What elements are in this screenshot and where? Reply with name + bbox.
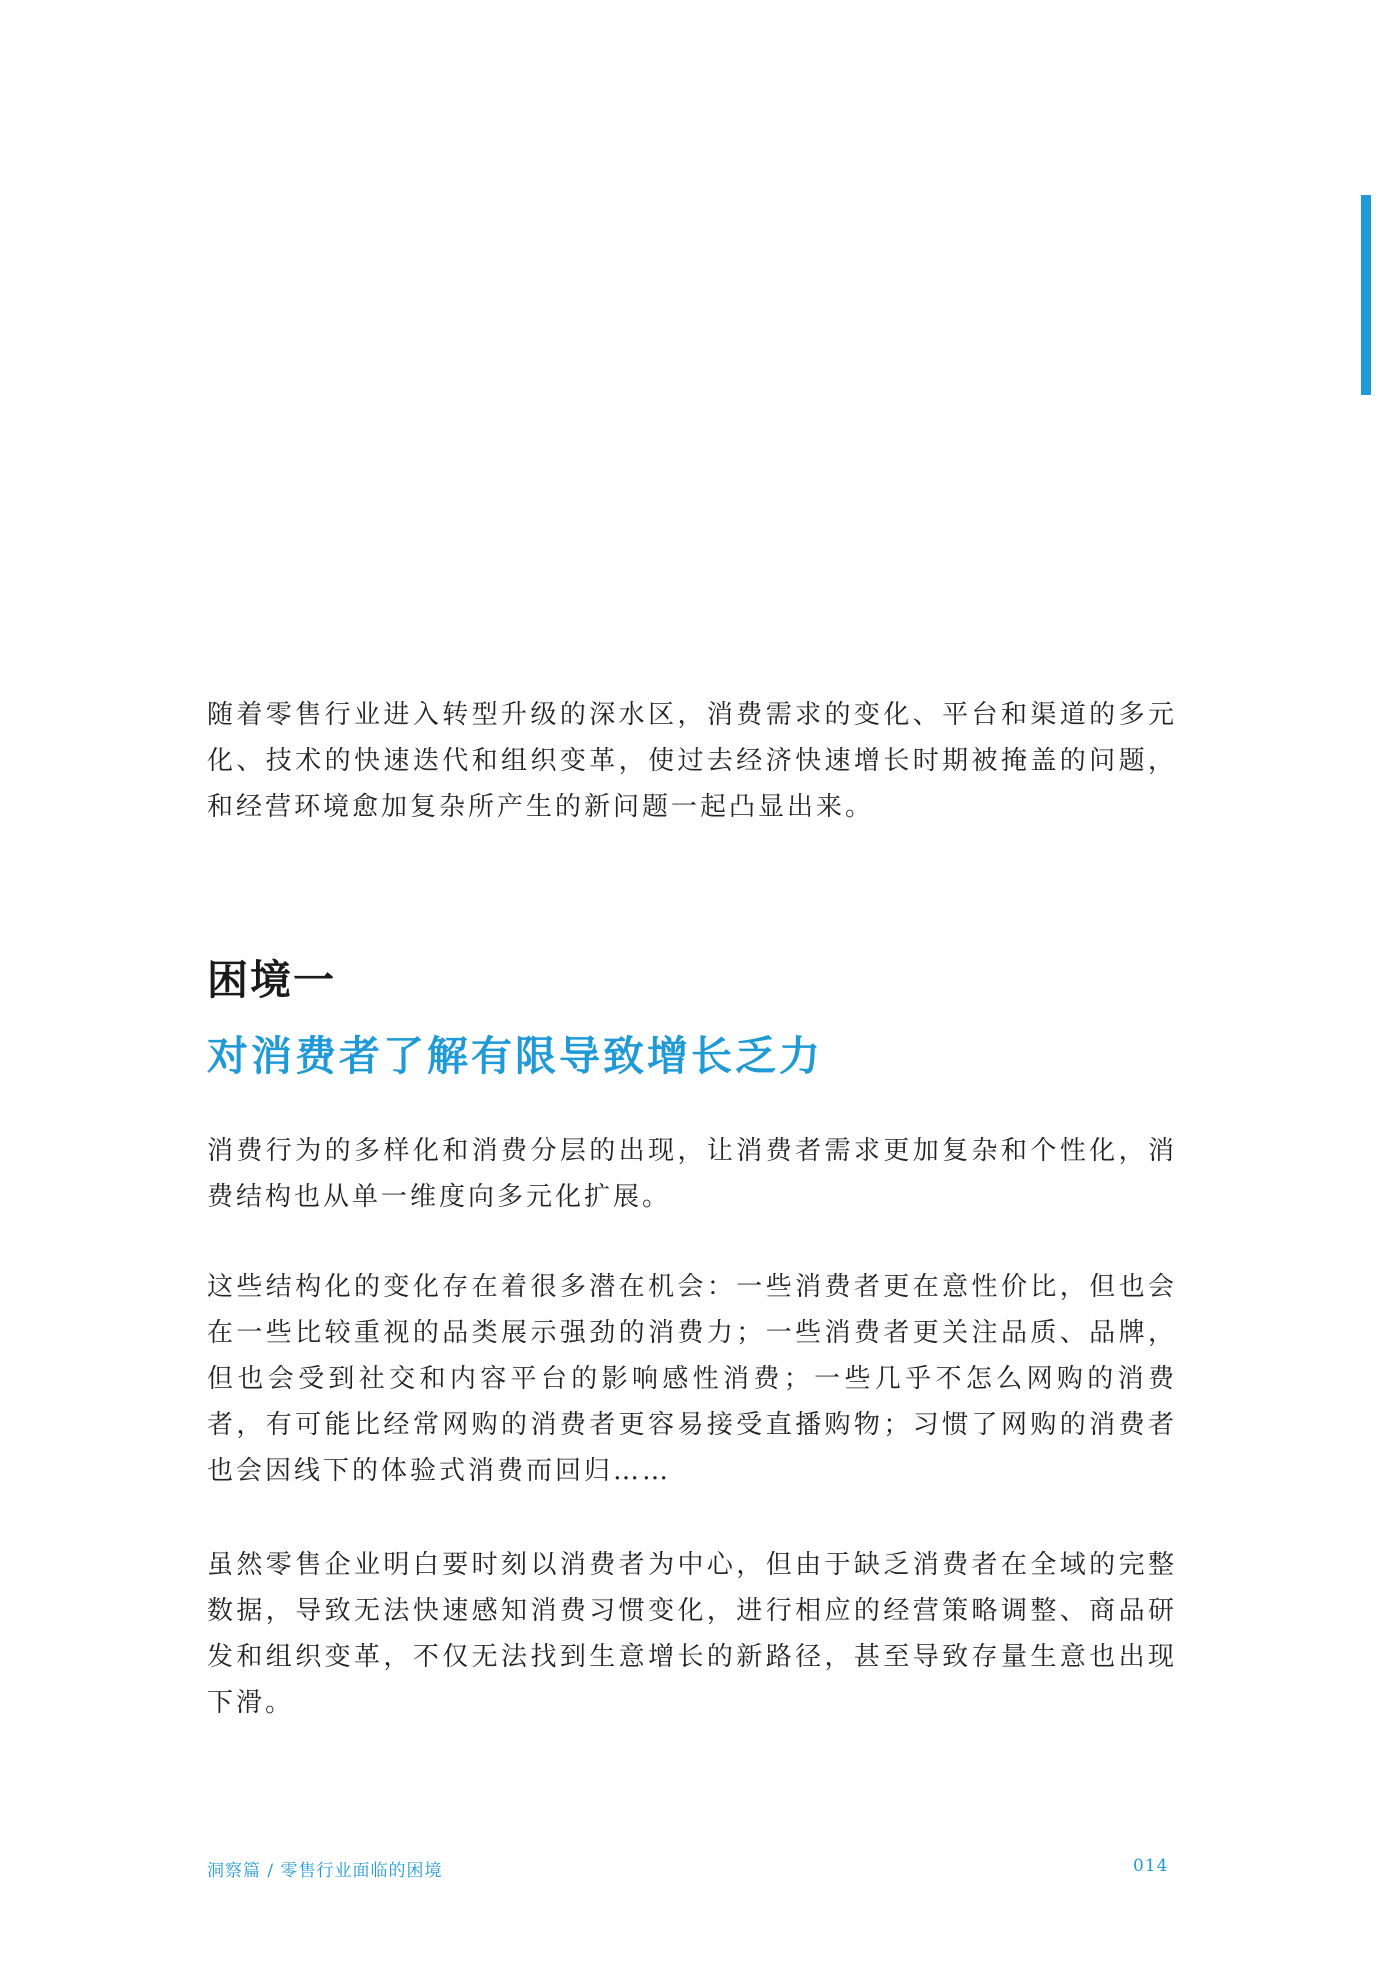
- footer-section-path: 洞察篇 / 零售行业面临的困境: [207, 1861, 443, 1881]
- section-subheading: 对消费者了解有限导致增长乏力: [207, 1032, 823, 1080]
- section-heading: 困境一: [207, 956, 336, 1004]
- body-paragraph-3: 虽然零售企业明白要时刻以消费者为中心，但由于缺乏消费者在全域的完整数据，导致无法快速感知消费习惯变化，进行相应的经营策略调整、商品研发和组织变革，不仅无法找到生意增长的新路径，甚至导致存量生意也出现下滑。: [207, 1550, 1177, 1718]
- body-paragraph-2: 这些结构化的变化存在着很多潜在机会：一些消费者更在意性价比，但也会在一些比较重视的品类展示强劲的消费力；一些消费者更关注品质、品牌，但也会受到社交和内容平台的影响感性消费；一些几乎不怎么网购的消费者，有可能比经常网购的消费者更容易接受直播购物；习惯了网购的消费者也会因线下的体验式消费而回归……: [207, 1272, 1177, 1486]
- footer-page-number: 014: [1133, 1856, 1169, 1876]
- side-accent-bar: [1361, 195, 1371, 395]
- body-paragraph-1: 消费行为的多样化和消费分层的出现，让消费者需求更加复杂和个性化，消费结构也从单一维度向多元化扩展。: [207, 1136, 1177, 1212]
- intro-paragraph: 随着零售行业进入转型升级的深水区，消费需求的变化、平台和渠道的多元化、技术的快速迭代和组织变革，使过去经济快速增长时期被掩盖的问题，和经营环境愈加复杂所产生的新问题一起凸显出来。: [207, 700, 1177, 822]
